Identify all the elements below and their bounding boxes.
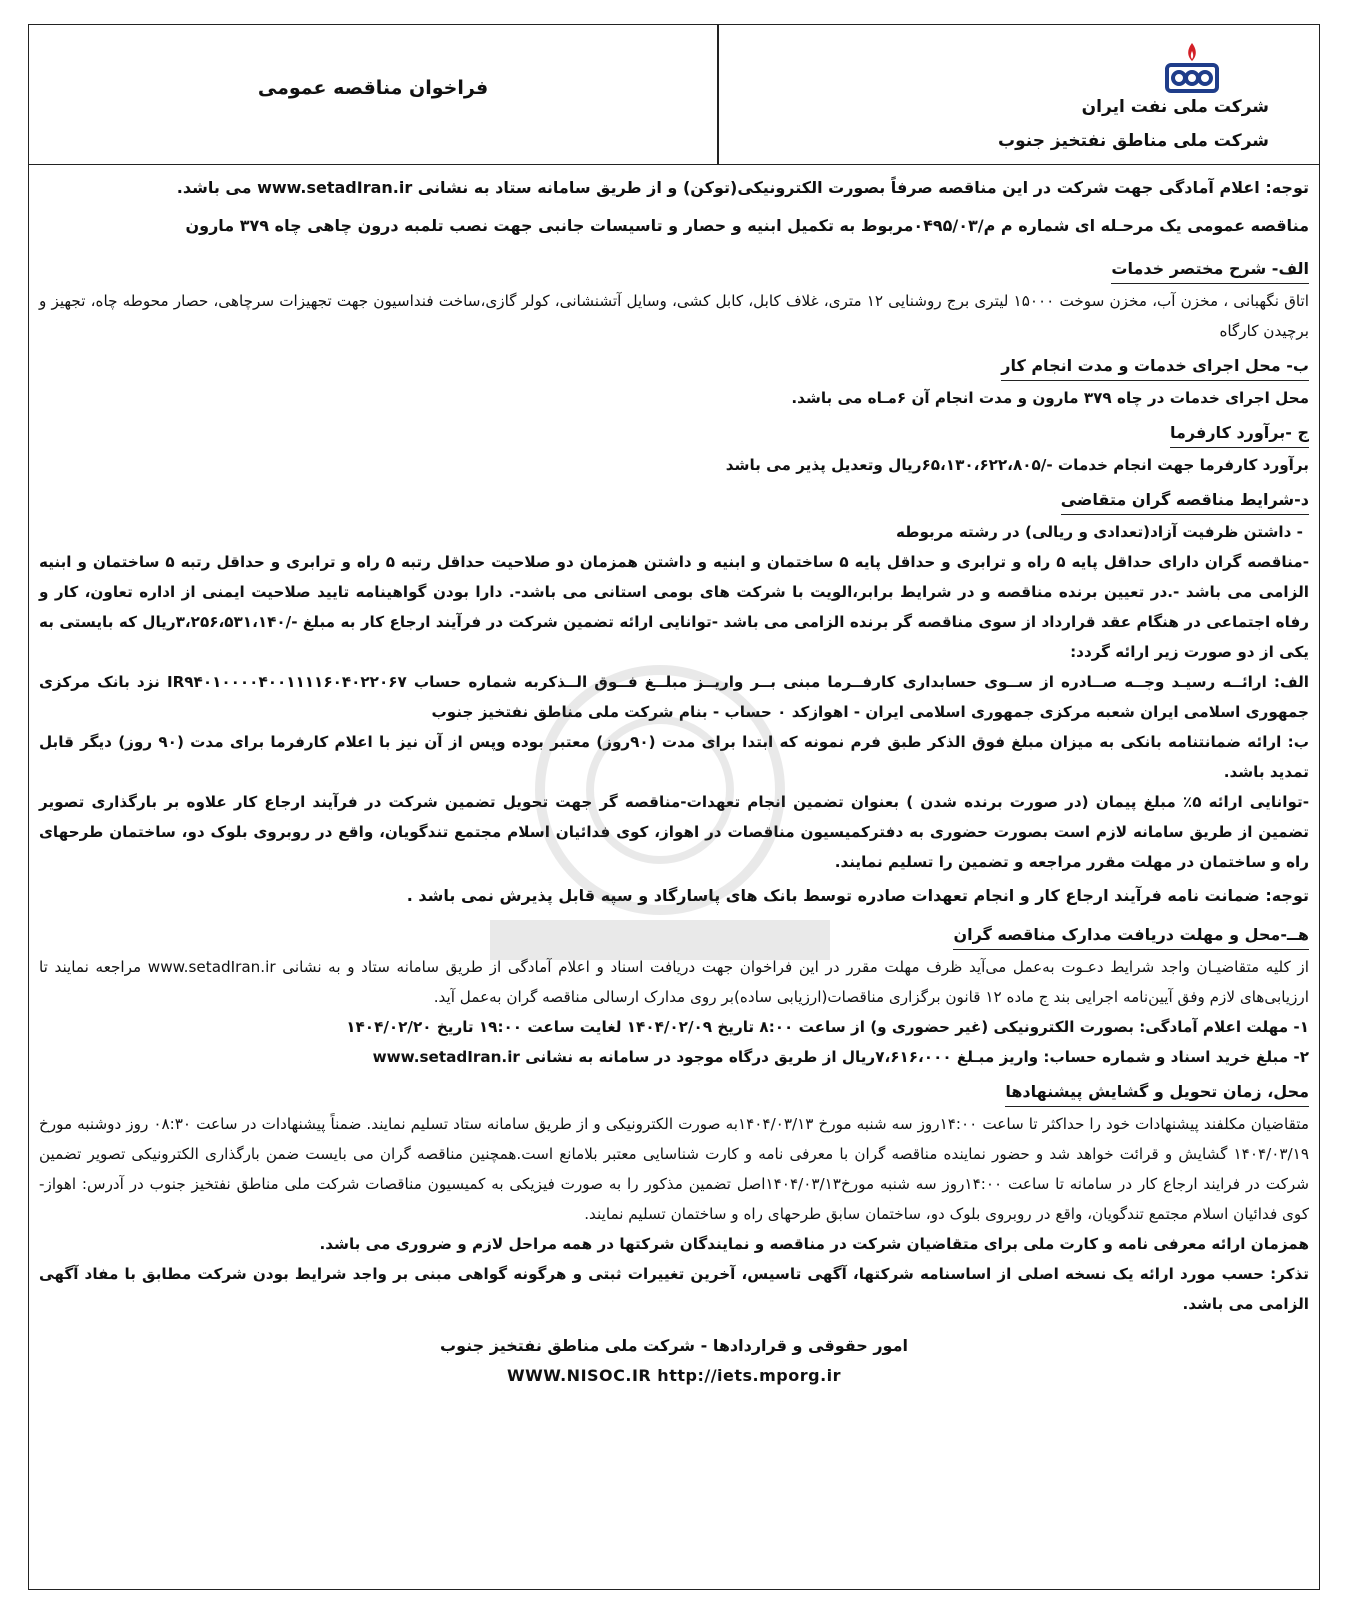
closing-note-2: تذکر: حسب مورد ارائه یک نسخه اصلی از اساسنامه شرکتها، آگهی تاسیس، آخرین تغییرات ثبتی و هرگونه گواهی مبنی بر واجد شرایط بودن شرکت مطابق با مفاد آگهی الزامی می باشد. — [39, 1265, 1309, 1313]
section-d-note: توجه: ضمانت نامه فرآیند ارجاع کار و انجام تعهدات صادره توسط بانک های پاسارگاد و سپه قابل پذیرش نمی باشد . — [406, 886, 1309, 905]
section-e-item: ۱- مهلت اعلام آمادگی: بصورت الکترونیکی (غیر حضوری و) از ساعت ۸:۰۰ تاریخ ۱۴۰۴/۰۲/۰۹ لغایت ساعت ۱۹:۰۰ تاریخ ۱۴۰۴/۰۲/۲۰ — [346, 1018, 1309, 1036]
section-d-item: ب: ارائه ضمانتنامه بانکی به میزان مبلغ فوق الذکر طبق فرم نمونه که ابتدا برای مدت (۹۰روز) معتبر بوده وپس از آن نیز با اعلام کارفرما برای مدت (۹۰ روز) دیگر قابل تمدید باشد. — [39, 733, 1309, 781]
page-title: فراخوان مناقصه عمومی — [257, 77, 489, 99]
section-d-item: الف: ارائــه رسیـد وجــه صــادره از ســوی حسابداری کارفــرما مبنی بــر واریــز مبلــغ فــوق الــذکربه شماره حساب IR۹۴۰۱۰۰۰۰۴۰۰۱۱۱۱۶۰۴۰۲۲۰۶۷ نزد بانک مرکزی جمهوری اسلامی ایران شعبه مرکزی جمهوری اسلامی ایران - اهوازکد ۰ حساب - بنام شرکت ملی مناطق نفتخیز جنوب — [39, 673, 1309, 721]
signature: امور حقوقی و قراردادها - شرکت ملی مناطق نفتخیز جنوب — [440, 1336, 908, 1355]
section-b-title: ب- محل اجرای خدمات و مدت انجام کار — [1001, 352, 1309, 381]
section-d-item: -توانایی ارائه ۵٪ مبلغ پیمان (در صورت برنده شدن ) بعنوان تضمین انجام تعهدات-مناقصه گر جهت تحویل تضمین شرکت در فرآیند ارجاع کار علاوه بر بارگذاری تصویر تضمین از طریق سامانه لازم است بصورت حضوری به دفترکمیسیون مناقصات در اهواز، کوی فدائیان اسلام مجتمع تندگویان، واقع در روبروی بلوک دو، ساختمان طرحهای راه و ساختمان در مهلت مقرر مراجعه و تضمین را تسلیم نمایند. — [39, 793, 1309, 871]
tender-description: مناقصه عمومی یک مرحـله ای شماره م م/۰۴۹۵/۰۳مربوط به تکمیل ابنیه و حصار و تاسیسات جانبی جهت نصب تلمبه درون چاهی چاه ۳۷۹ مارون — [185, 216, 1309, 235]
section-a-title: الف- شرح مختصر خدمات — [1111, 255, 1309, 284]
section-e-title: هــ-محل و مهلت دریافت مدارک مناقصه گران — [953, 921, 1309, 950]
intro-notice: توجه: اعلام آمادگی جهت شرکت در این مناقصه صرفاً بصورت الکترونیکی(توکن) و از طریق سامانه ستاد به نشانی www.setadIran.ir می باشد. — [176, 178, 1309, 197]
org-subsidiary: شرکت ملی مناطق نفتخیز جنوب — [998, 131, 1269, 151]
section-c-title: ج -برآورد کارفرما — [1170, 419, 1309, 448]
nioc-logo-icon — [1161, 39, 1223, 99]
header — [29, 25, 1319, 165]
section-e-item: ۲- مبلغ خرید اسناد و شماره حساب: واریز مبـلغ ۷،۶۱۶،۰۰۰ریال از طریق درگاه موجود در سامانه به نشانی www.setadIran.ir — [372, 1048, 1309, 1066]
section-b-text: محل اجرای خدمات در چاه ۳۷۹ مارون و مدت انجام آن ۶مـاه می باشد. — [791, 389, 1309, 407]
section-f-title: محل، زمان تحویل و گشایش پیشنهادها — [1005, 1078, 1309, 1107]
org-name: شرکت ملی نفت ایران — [1081, 97, 1269, 117]
section-f-text: متقاضیان مکلفند پیشنهادات خود را حداکثر تا ساعت ۱۴:۰۰روز سه شنبه مورخ ۱۴۰۴/۰۳/۱۳به صورت الکترونیکی و از طریق سامانه ستاد تسلیم نمایند. ضمناً پیشنهادات در ساعت ۰۸:۳۰ روز دوشنبه مورخ ۱۴۰۴/۰۳/۱۹ گشایش و قرائت خواهد شد و حضور نماینده مناقصه گران با معرفی نامه و کارت شناسایی معتبر بلامانع است.همچنین مناقصه گران می بایست ضمن بارگذاری الکترونیکی تصویر تضمین شرکت در فرایند ارجاع کار در سامانه تا ساعت ۱۴:۰۰روز سه شنبه مورخ۱۴۰۴/۰۳/۱۳اصل تضمین مذکور را به صورت فیزیکی به کمیسیون مناقصات شرکت ملی مناطق نفتخیز جنوب در آدرس: اهواز- کوی فدائیان اسلام مجتمع تندگویان، واقع در روبروی بلوک دو، ساختمان سابق طرحهای راه و ساختمان تسلیم نمایند. — [39, 1115, 1309, 1223]
websites: WWW.NISOC.IR http://iets.mporg.ir — [506, 1366, 842, 1385]
section-d-title: د-شرایط مناقصه گران متقاضی — [1061, 486, 1309, 515]
closing-note-1: همزمان ارائه معرفی نامه و کارت ملی برای متقاضیان شرکت در مناقصه و نمایندگان شرکتها در همه مراحل لازم و ضروری می باشد. — [319, 1235, 1309, 1253]
header-divider — [717, 25, 719, 165]
section-c-text: برآورد کارفرما جهت انجام خدمات -/۶۵،۱۳۰،۶۲۲،۸۰۵ریال وتعدیل پذیر می باشد — [725, 456, 1309, 474]
announcement-body — [39, 173, 1309, 1391]
section-e-text: از کلیه متقاضیـان واجد شرایط دعـوت به‌عمل می‌آید ظرف مهلت مقرر در این فراخوان جهت دریافت اسناد و اعلام آمادگی از طریق سامانه ستاد و به نشانی www.setadIran.ir مراجعه نمایند تا ارزیابی‌های لازم وفق آیین‌نامه اجرایی بند ج ماده ۱۲ قانون برگزاری مناقصات(ارزیابی ساده)بر روی مدارک ارسالی مناقصه گران به‌عمل آید. — [39, 958, 1309, 1006]
section-a-text: اتاق نگهبانی ، مخزن آب، مخزن سوخت ۱۵۰۰۰ لیتری برج روشنایی ۱۲ متری، غلاف کابل، کابل کشی، وسایل آتشنشانی، کولر گازی،ساخت فنداسیون جهت تجهیزات سرچاهی، حصار محوطه چاه، تجهیز و برچیدن کارگاه — [39, 292, 1309, 340]
announcement-frame — [28, 24, 1320, 1590]
section-d-item: -مناقصه گران دارای حداقل پایه ۵ راه و ترابری و حداقل پایه ۵ ساختمان و ابنیه و داشتن همزمان دو صلاحیت حداقل رتبه ۵ راه و ترابری و حداقل رتبه ۵ ساختمان و ابنیه الزامی می باشد -.در تعیین برنده مناقصه و در شرایط برابر،الویت با شرکت های بومی استانی می باشد-. دارا بودن گواهینامه تایید صلاحیت ایمنی از اداره تعاون، کار و رفاه اجتماعی در هنگام عقد قرارداد از سوی مناقصه گر برنده الزامی می باشد -توانایی ارائه تضمین شرکت در فرآیند ارجاع کار به مبلغ -/۳،۲۵۶،۵۳۱،۱۴۰ریال که بایستی به یکی از دو صورت زیر ارائه گردد: — [39, 553, 1310, 661]
section-d-item: - داشتن ظرفیت آزاد(تعدادی و ریالی) در رشته مربوطه — [895, 523, 1303, 541]
